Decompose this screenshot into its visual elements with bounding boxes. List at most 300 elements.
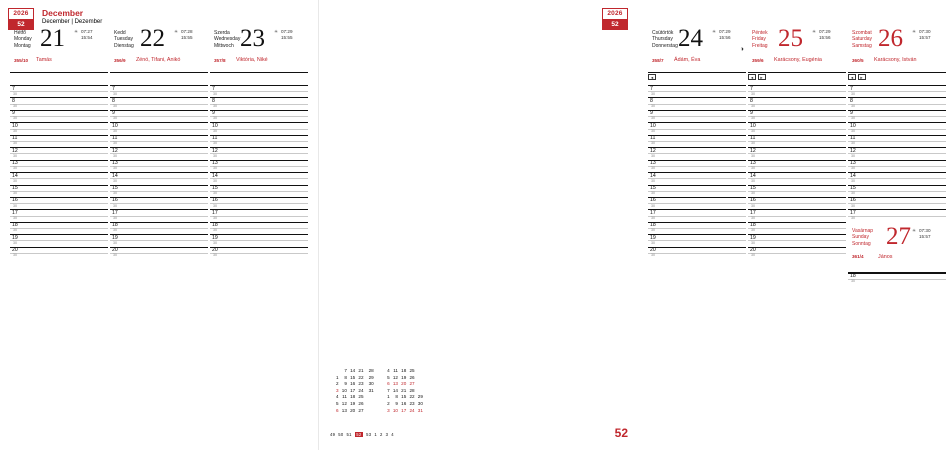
minical-cell[interactable]: 8 — [395, 394, 398, 400]
hour-row[interactable] — [848, 122, 946, 134]
half-hour-label: 30 — [651, 153, 655, 158]
half-hour-line — [10, 141, 108, 142]
half-hour-line — [848, 116, 946, 117]
hour-label: 7 — [650, 85, 653, 92]
hour-line — [110, 97, 208, 98]
hour-line — [210, 185, 308, 186]
minical-cell[interactable]: 31 — [368, 387, 374, 393]
hour-row[interactable] — [748, 147, 846, 159]
hour-row[interactable] — [110, 247, 208, 259]
hour-line — [210, 147, 308, 148]
hour-row[interactable] — [748, 172, 846, 184]
hour-label: 17 — [750, 209, 756, 216]
minical-cell[interactable]: 31 — [417, 407, 423, 413]
hour-label: 8 — [12, 97, 15, 104]
hour-line — [210, 122, 308, 123]
week-strip-item[interactable]: 51 — [346, 432, 352, 437]
minical-cell[interactable]: 9 — [395, 400, 398, 406]
hour-row[interactable] — [10, 185, 108, 197]
hour-line — [110, 185, 208, 186]
half-hour-line — [748, 253, 846, 254]
week-strip-item[interactable]: 50 — [338, 432, 344, 437]
half-hour-line — [10, 116, 108, 117]
hour-row[interactable] — [10, 172, 108, 184]
hour-row[interactable] — [210, 110, 308, 122]
hour-row[interactable] — [648, 160, 746, 172]
half-hour-line — [848, 279, 946, 280]
half-hour-label: 30 — [213, 128, 217, 133]
day-name: Csütörtök — [652, 30, 674, 36]
hour-row[interactable] — [648, 234, 746, 246]
hour-label: 14 — [112, 172, 118, 179]
minical-cell[interactable]: 20 — [401, 381, 407, 387]
hour-row[interactable] — [10, 85, 108, 97]
minical-cell[interactable]: 17 — [350, 387, 356, 393]
day-name: Montag — [14, 42, 31, 49]
half-hour-label: 30 — [213, 91, 217, 96]
day-number: 24 — [678, 25, 703, 52]
hour-row[interactable] — [748, 185, 846, 197]
hour-label: 20 — [750, 247, 756, 254]
sunrise-time: 07:29 — [819, 29, 831, 34]
hour-label: 7 — [750, 85, 753, 92]
hour-row[interactable] — [110, 234, 208, 246]
half-hour-line — [748, 153, 846, 154]
hour-row[interactable] — [10, 197, 108, 209]
hour-line — [848, 185, 946, 186]
half-hour-line — [110, 129, 208, 130]
hour-row[interactable] — [10, 209, 108, 221]
half-hour-line — [210, 253, 308, 254]
hour-row[interactable] — [10, 147, 108, 159]
hour-label: 8 — [212, 97, 215, 104]
half-hour-line — [110, 216, 208, 217]
week-strip-item[interactable]: 53 — [366, 432, 372, 437]
hour-row[interactable] — [748, 209, 846, 221]
hour-label: 17 — [212, 209, 218, 216]
minical-cell[interactable]: 19 — [350, 400, 356, 406]
minical-cell[interactable]: 30 — [417, 400, 423, 406]
hour-row[interactable] — [110, 222, 208, 234]
hour-row[interactable] — [210, 247, 308, 259]
half-hour-label: 30 — [213, 141, 217, 146]
header-rule — [10, 72, 108, 73]
week-strip-item[interactable]: 4 — [391, 432, 394, 437]
half-hour-label: 30 — [651, 215, 655, 220]
day4-hour-grid — [748, 85, 846, 259]
half-hour-label: 30 — [113, 116, 117, 121]
hour-row[interactable] — [110, 185, 208, 197]
half-hour-label: 30 — [13, 203, 17, 208]
year-label-left: 2026 — [8, 8, 34, 20]
hour-row[interactable] — [648, 172, 746, 184]
minical-cell[interactable]: 6 — [336, 407, 339, 413]
hour-label: 13 — [650, 160, 656, 167]
half-hour-line — [848, 191, 946, 192]
half-hour-label: 30 — [13, 240, 17, 245]
nameday-label: Karácsony, Eugénia — [774, 57, 822, 63]
minical-cell[interactable]: 5 — [336, 400, 339, 406]
hour-line — [10, 97, 108, 98]
hour-line — [110, 234, 208, 235]
half-hour-label: 30 — [213, 153, 217, 158]
half-hour-label: 30 — [13, 215, 17, 220]
hour-row[interactable] — [110, 97, 208, 109]
hour-row[interactable] — [210, 122, 308, 134]
header-rule — [648, 72, 746, 73]
month-title — [42, 8, 102, 26]
day-name: Mittwoch — [214, 42, 234, 49]
minical-cell[interactable]: 13 — [392, 381, 398, 387]
half-hour-line — [10, 129, 108, 130]
minical-cell[interactable]: 15 — [401, 394, 407, 400]
minical-cell[interactable]: 1 — [387, 394, 390, 400]
hour-row[interactable] — [110, 160, 208, 172]
day-header — [848, 25, 946, 72]
hour-row[interactable] — [10, 222, 108, 234]
week-strip-item[interactable]: 1 — [374, 432, 377, 437]
minical-cell[interactable]: 15 — [350, 374, 356, 380]
half-hour-label: 30 — [751, 240, 755, 245]
sun-times-sunday — [912, 228, 946, 240]
hour-row[interactable] — [10, 160, 108, 172]
minical-cell[interactable]: 20 — [350, 407, 356, 413]
minical-cell[interactable]: 6 — [387, 381, 390, 387]
hour-row[interactable] — [748, 222, 846, 234]
half-hour-line — [210, 104, 308, 105]
hour-row[interactable] — [848, 110, 946, 122]
hour-row[interactable] — [848, 273, 946, 285]
half-hour-line — [210, 203, 308, 204]
hour-row[interactable] — [210, 147, 308, 159]
minical-cell[interactable]: 30 — [368, 381, 374, 387]
nav-arrow[interactable]: ▸ — [858, 74, 866, 80]
half-hour-label: 30 — [851, 166, 855, 171]
week-strip-item[interactable]: 49 — [330, 432, 336, 437]
minical-gap — [365, 401, 375, 408]
hour-row[interactable] — [648, 222, 746, 234]
hour-row[interactable] — [748, 135, 846, 147]
minical-cell[interactable]: 28 — [409, 387, 415, 393]
hour-row[interactable] — [648, 135, 746, 147]
nav-arrow[interactable]: ◂ — [748, 74, 756, 80]
half-hour-label: 30 — [113, 141, 117, 146]
hour-label: 11 — [850, 135, 856, 142]
minical-cell[interactable]: 23 — [358, 381, 364, 387]
minical-cell[interactable]: 1 — [336, 374, 339, 380]
minical-cell[interactable]: 11 — [393, 368, 398, 373]
hour-row[interactable] — [210, 222, 308, 234]
hour-row[interactable] — [648, 197, 746, 209]
hour-row[interactable] — [110, 135, 208, 147]
day-column-monday — [10, 25, 108, 259]
week-strip-item[interactable]: 3 — [385, 432, 389, 437]
hour-label: 20 — [112, 247, 118, 254]
half-hour-label: 30 — [213, 178, 217, 183]
hour-row[interactable] — [110, 85, 208, 97]
minical-cell[interactable]: 8 — [344, 374, 347, 380]
nav-arrow[interactable]: ▸ — [758, 74, 766, 80]
hour-line — [648, 135, 746, 136]
hour-row[interactable] — [210, 85, 308, 97]
hour-line — [210, 110, 308, 111]
minical-cell[interactable]: 16 — [401, 400, 407, 406]
day-name: Monday — [14, 36, 32, 43]
hour-label: 10 — [112, 122, 118, 129]
day-header — [110, 25, 208, 72]
minical-cell[interactable]: 7 — [344, 368, 347, 373]
hour-row[interactable] — [748, 160, 846, 172]
hour-line — [210, 160, 308, 161]
hour-label: 12 — [850, 147, 856, 154]
minical-cell[interactable]: 26 — [358, 400, 364, 406]
half-hour-label: 30 — [651, 116, 655, 121]
day-names — [752, 30, 768, 49]
minical-cell[interactable]: 28 — [368, 368, 374, 373]
nav-arrow[interactable]: ◂ — [648, 74, 656, 80]
minical-cell[interactable]: 26 — [409, 374, 415, 380]
half-hour-line — [848, 203, 946, 204]
hour-line — [748, 247, 846, 248]
day-number: 21 — [40, 25, 65, 52]
minical-cell[interactable]: 4 — [387, 368, 390, 373]
minical-cell[interactable]: 22 — [409, 394, 415, 400]
hour-row[interactable] — [848, 147, 946, 159]
hour-row[interactable] — [848, 209, 946, 221]
half-hour-label: 30 — [851, 141, 855, 146]
hour-row[interactable] — [10, 135, 108, 147]
half-hour-line — [210, 178, 308, 179]
hour-row[interactable] — [648, 209, 746, 221]
day-number: 25 — [778, 25, 803, 52]
minical-cell[interactable]: 2 — [387, 400, 390, 406]
hour-row[interactable] — [848, 160, 946, 172]
half-hour-line — [748, 104, 846, 105]
half-hour-label: 30 — [113, 228, 117, 233]
header-rule — [210, 72, 308, 73]
sunset-time: 15:57 — [919, 35, 931, 41]
half-hour-line — [748, 228, 846, 229]
hour-row[interactable] — [848, 185, 946, 197]
minical-cell[interactable]: 17 — [401, 407, 407, 413]
week-strip-item[interactable]: 2 — [379, 432, 383, 437]
minical-cell[interactable]: 14 — [392, 387, 398, 393]
minical-cell[interactable]: 11 — [342, 394, 347, 400]
half-hour-label: 30 — [113, 91, 117, 96]
minical-cell[interactable]: 13 — [341, 407, 347, 413]
day-header — [10, 25, 108, 72]
hour-line — [110, 147, 208, 148]
hour-row[interactable] — [210, 197, 308, 209]
hour-row[interactable] — [748, 97, 846, 109]
hour-row[interactable] — [210, 234, 308, 246]
week-number-strip — [330, 432, 397, 437]
hour-row[interactable] — [748, 110, 846, 122]
hour-row[interactable] — [110, 122, 208, 134]
hour-row[interactable] — [648, 247, 746, 259]
minical-cell[interactable]: 4 — [336, 394, 339, 400]
half-hour-label: 30 — [751, 191, 755, 196]
sunrise-time: 07:29 — [719, 29, 731, 34]
hour-row[interactable] — [210, 172, 308, 184]
hour-line — [748, 209, 846, 210]
hour-label: 11 — [12, 135, 18, 142]
minical-cell[interactable]: 7 — [387, 387, 390, 393]
day-name: Thursday — [652, 36, 673, 43]
hour-line — [110, 122, 208, 123]
minical-cell[interactable]: 25 — [358, 394, 364, 400]
month-title-primary: December — [42, 8, 84, 18]
hour-row[interactable] — [848, 97, 946, 109]
hour-row[interactable] — [110, 209, 208, 221]
sunset-time: 15:54 — [81, 35, 93, 41]
minical-gap — [375, 408, 385, 415]
half-hour-label: 30 — [651, 178, 655, 183]
hour-row[interactable] — [110, 172, 208, 184]
hour-row[interactable] — [110, 110, 208, 122]
hour-row[interactable] — [648, 185, 746, 197]
half-hour-line — [10, 228, 108, 229]
sunrise-icon: ☀ — [74, 29, 79, 34]
minical-cell[interactable]: 18 — [401, 368, 407, 373]
half-hour-line — [10, 253, 108, 254]
minical-cell[interactable]: 19 — [401, 374, 407, 380]
sunrise-icon: ☀ — [174, 29, 179, 34]
minical-row — [330, 375, 425, 382]
hour-line — [748, 97, 846, 98]
hour-line — [848, 147, 946, 148]
minical-cell[interactable]: 21 — [401, 387, 407, 393]
hour-row[interactable] — [10, 97, 108, 109]
minical-cell[interactable]: 24 — [358, 387, 364, 393]
half-hour-label: 30 — [751, 128, 755, 133]
hour-line — [110, 172, 208, 173]
half-hour-label: 30 — [751, 253, 755, 258]
hour-row[interactable] — [110, 147, 208, 159]
hour-row[interactable] — [110, 197, 208, 209]
half-hour-line — [110, 203, 208, 204]
half-hour-label: 30 — [113, 240, 117, 245]
hour-row[interactable] — [10, 122, 108, 134]
minical-row — [330, 408, 425, 415]
hour-label: 12 — [750, 147, 756, 154]
half-hour-line — [110, 166, 208, 167]
hour-row[interactable] — [748, 247, 846, 259]
hour-row[interactable] — [210, 160, 308, 172]
half-hour-line — [848, 91, 946, 92]
minical-cell[interactable]: 22 — [358, 374, 364, 380]
hour-row[interactable] — [648, 147, 746, 159]
hour-line — [848, 85, 946, 86]
half-hour-label: 30 — [13, 191, 17, 196]
half-hour-label: 30 — [113, 215, 117, 220]
hour-label: 8 — [850, 97, 853, 104]
hour-row[interactable] — [210, 209, 308, 221]
hour-line — [110, 135, 208, 136]
minical-cell[interactable]: 29 — [368, 374, 374, 380]
hour-label: 16 — [12, 197, 18, 204]
hour-row[interactable] — [648, 97, 746, 109]
hour-row[interactable] — [848, 197, 946, 209]
sunrise-icon: ☀ — [912, 29, 917, 34]
minical-cell[interactable]: 10 — [392, 407, 398, 413]
half-hour-line — [848, 104, 946, 105]
half-hour-line — [648, 191, 746, 192]
minical-cell[interactable]: 21 — [358, 368, 364, 373]
nav-arrow[interactable]: ◂ — [848, 74, 856, 80]
half-hour-label: 30 — [651, 228, 655, 233]
week-strip-current[interactable]: 52 — [356, 432, 362, 437]
half-hour-line — [210, 153, 308, 154]
minical-cell[interactable]: 27 — [409, 381, 415, 387]
hour-row[interactable] — [748, 122, 846, 134]
minical-cell[interactable]: 2 — [336, 381, 339, 387]
hour-line — [210, 135, 308, 136]
minical-cell[interactable]: 3 — [336, 387, 339, 393]
minical-cell[interactable]: 3 — [387, 407, 390, 413]
hour-row[interactable] — [848, 172, 946, 184]
hour-row[interactable] — [210, 185, 308, 197]
hour-row[interactable] — [210, 97, 308, 109]
half-hour-line — [10, 153, 108, 154]
year-week-badge-left — [8, 8, 34, 30]
minical-cell[interactable]: 9 — [344, 381, 347, 387]
hour-row[interactable] — [648, 122, 746, 134]
hour-row[interactable] — [10, 234, 108, 246]
minical-cell[interactable]: 23 — [409, 400, 415, 406]
half-hour-line — [648, 178, 746, 179]
half-hour-line — [110, 240, 208, 241]
hour-line — [110, 160, 208, 161]
minical-cell[interactable]: 12 — [392, 374, 398, 380]
hour-row[interactable] — [848, 85, 946, 97]
hour-row[interactable] — [648, 110, 746, 122]
hour-line — [748, 185, 846, 186]
half-hour-line — [748, 178, 846, 179]
hour-row[interactable] — [648, 85, 746, 97]
minical-cell[interactable]: 29 — [417, 394, 423, 400]
half-hour-label: 30 — [751, 91, 755, 96]
hour-line — [210, 222, 308, 223]
hour-label: 17 — [112, 209, 118, 216]
minical-cell[interactable]: 10 — [341, 387, 347, 393]
hour-label: 8 — [650, 97, 653, 104]
minical-cell[interactable]: 16 — [350, 381, 356, 387]
sunrise-time: 07:28 — [181, 29, 193, 34]
minical-cell[interactable]: 25 — [409, 368, 415, 373]
half-hour-label: 30 — [751, 116, 755, 121]
minical-cell[interactable]: 27 — [358, 407, 364, 413]
minical-cell[interactable]: 5 — [387, 374, 390, 380]
hour-row[interactable] — [210, 135, 308, 147]
week-label-right: 52 — [602, 20, 628, 30]
day0-hour-grid — [10, 85, 108, 259]
hour-row[interactable] — [10, 110, 108, 122]
hour-row[interactable] — [10, 247, 108, 259]
hour-row[interactable] — [848, 135, 946, 147]
hour-row[interactable] — [748, 234, 846, 246]
minical-cell[interactable]: 12 — [341, 400, 347, 406]
day-of-year: 356/9 — [114, 58, 126, 63]
minical-cell[interactable]: 14 — [350, 368, 356, 373]
hour-row[interactable] — [748, 197, 846, 209]
minical-cell[interactable]: 18 — [350, 394, 356, 400]
sunrise-time: 07:29 — [281, 29, 293, 34]
half-hour-label: 30 — [651, 128, 655, 133]
half-hour-label: 30 — [13, 116, 17, 121]
minical-cell[interactable]: 24 — [409, 407, 415, 413]
hour-row[interactable] — [748, 85, 846, 97]
